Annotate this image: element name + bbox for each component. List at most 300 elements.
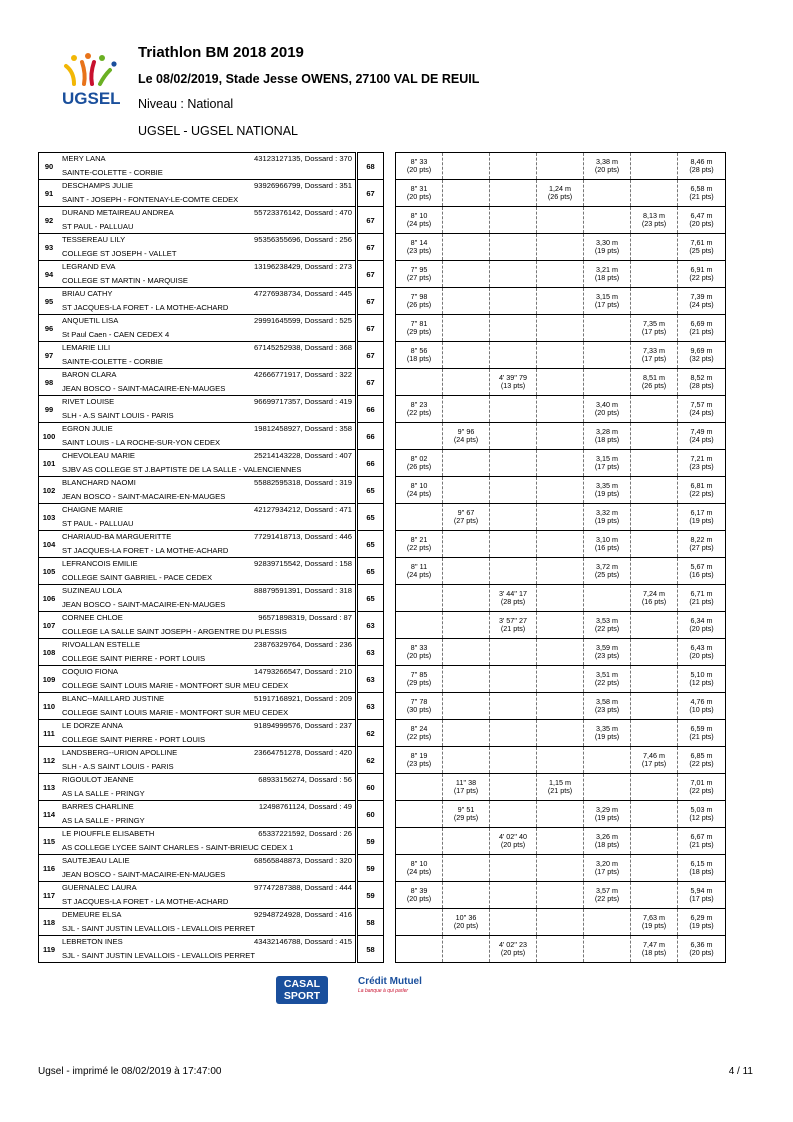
event-empty — [443, 639, 490, 666]
event-empty — [537, 531, 584, 558]
event-empty — [490, 180, 537, 207]
athlete-name: CHARIAUD-BA MARGUERITTE — [62, 532, 172, 541]
event-empty — [584, 936, 631, 963]
event-result: 6,43 m (20 pts) — [678, 639, 726, 666]
school-name: ST PAUL - PALLUAU — [62, 222, 134, 231]
event-result: 5,67 m (16 pts) — [678, 558, 726, 585]
event-empty — [537, 450, 584, 477]
event-empty — [490, 882, 537, 909]
rank-cell: 112 — [39, 747, 60, 774]
school-name: JEAN BOSCO - SAINT-MACAIRE-EN-MAUGES — [62, 492, 226, 501]
event-empty — [443, 855, 490, 882]
total-points: 65 — [358, 558, 384, 585]
event-result: 7,21 m (23 pts) — [678, 450, 726, 477]
athlete-cell — [59, 261, 356, 288]
table-row — [39, 531, 726, 558]
license-dossard: 67145252938, Dossard : 368 — [254, 343, 352, 352]
event-result: 7,49 m (24 pts) — [678, 423, 726, 450]
event-empty — [631, 774, 678, 801]
athlete-cell — [59, 369, 356, 396]
rank-cell: 108 — [39, 639, 60, 666]
event-empty — [537, 396, 584, 423]
athlete-cell — [59, 423, 356, 450]
event-empty — [631, 558, 678, 585]
total-points: 58 — [358, 909, 384, 936]
rank-cell: 111 — [39, 720, 60, 747]
page-title: Triathlon BM 2018 2019 — [138, 44, 304, 61]
school-name: COLLEGE SAINT LOUIS MARIE - MONTFORT SUR MEU CEDEX — [62, 681, 289, 690]
license-dossard: 68565848873, Dossard : 320 — [254, 856, 352, 865]
table-row — [39, 180, 726, 207]
total-points: 63 — [358, 666, 384, 693]
event-result: 6,71 m (21 pts) — [678, 585, 726, 612]
table-row — [39, 558, 726, 585]
athlete-name: CHAIGNE MARIE — [62, 505, 123, 514]
event-result: 7'' 81 (29 pts) — [396, 315, 443, 342]
total-points: 62 — [358, 720, 384, 747]
license-dossard: 12498761124, Dossard : 49 — [258, 802, 352, 811]
athlete-cell — [59, 558, 356, 585]
school-name: SAINT LOUIS - LA ROCHE-SUR-YON CEDEX — [62, 438, 221, 447]
event-empty — [490, 396, 537, 423]
rank-cell: 118 — [39, 909, 60, 936]
event-empty — [631, 477, 678, 504]
athlete-name: EGRON JULIE — [62, 424, 113, 433]
athlete-cell — [59, 774, 356, 801]
event-empty — [537, 936, 584, 963]
rank-cell: 115 — [39, 828, 60, 855]
event-empty — [537, 369, 584, 396]
table-row — [39, 207, 726, 234]
event-empty — [537, 477, 584, 504]
license-dossard: 23876329764, Dossard : 236 — [254, 640, 352, 649]
event-empty — [490, 558, 537, 585]
event-empty — [443, 477, 490, 504]
event-result: 4' 39'' 79 (13 pts) — [490, 369, 537, 396]
athlete-cell — [59, 909, 356, 936]
level-label: Niveau : National — [138, 97, 234, 111]
total-points: 65 — [358, 585, 384, 612]
rank-cell: 102 — [39, 477, 60, 504]
event-empty — [631, 666, 678, 693]
event-result: 3,32 m (19 pts) — [584, 504, 631, 531]
table-row — [39, 936, 726, 963]
event-result: 7'' 95 (27 pts) — [396, 261, 443, 288]
event-empty — [631, 612, 678, 639]
athlete-name: DEMEURE ELSA — [62, 910, 122, 919]
table-row — [39, 369, 726, 396]
event-result: 3,35 m (19 pts) — [584, 477, 631, 504]
event-empty — [443, 315, 490, 342]
event-result: 4,76 m (10 pts) — [678, 693, 726, 720]
athlete-name: DURAND METAIREAU ANDREA — [62, 208, 174, 217]
athlete-cell — [59, 747, 356, 774]
total-points: 67 — [358, 369, 384, 396]
event-result: 3,57 m (22 pts) — [584, 882, 631, 909]
total-points: 59 — [358, 882, 384, 909]
total-points: 66 — [358, 396, 384, 423]
event-empty — [537, 639, 584, 666]
event-empty — [396, 828, 443, 855]
event-result: 7,47 m (18 pts) — [631, 936, 678, 963]
school-name: SJL - SAINT JUSTIN LEVALLOIS - LEVALLOIS PERRET — [62, 924, 255, 933]
event-empty — [537, 342, 584, 369]
event-result: 3' 57'' 27 (21 pts) — [490, 612, 537, 639]
event-result: 6,69 m (21 pts) — [678, 315, 726, 342]
event-result: 6,81 m (22 pts) — [678, 477, 726, 504]
total-points: 68 — [358, 153, 384, 180]
event-empty — [490, 207, 537, 234]
event-result: 8'' 24 (22 pts) — [396, 720, 443, 747]
athlete-name: ANQUETIL LISA — [62, 316, 119, 325]
event-empty — [537, 585, 584, 612]
event-empty — [537, 288, 584, 315]
event-result: 7,01 m (22 pts) — [678, 774, 726, 801]
table-row — [39, 747, 726, 774]
event-result: 3,15 m (17 pts) — [584, 288, 631, 315]
event-empty — [443, 450, 490, 477]
school-name: COLLEGE LA SALLE SAINT JOSEPH - ARGENTRE DU PLESSIS — [62, 627, 287, 636]
event-result: 8'' 23 (22 pts) — [396, 396, 443, 423]
event-empty — [631, 504, 678, 531]
athlete-name: BARRES CHARLINE — [62, 802, 134, 811]
school-name: ST JACQUES-LA FORET - LA MOTHE-ACHARD — [62, 546, 229, 555]
event-result: 3,35 m (19 pts) — [584, 720, 631, 747]
table-row — [39, 288, 726, 315]
athlete-cell — [59, 477, 356, 504]
event-result: 3,40 m (20 pts) — [584, 396, 631, 423]
event-result: 3,30 m (19 pts) — [584, 234, 631, 261]
license-dossard: 43123127135, Dossard : 370 — [254, 154, 352, 163]
table-row — [39, 423, 726, 450]
school-name: COLLEGE SAINT PIERRE - PORT LOUIS — [62, 735, 206, 744]
license-dossard: 55723376142, Dossard : 470 — [254, 208, 352, 217]
event-empty — [537, 315, 584, 342]
school-name: SJL - SAINT JUSTIN LEVALLOIS - LEVALLOIS PERRET — [62, 951, 255, 960]
event-empty — [631, 396, 678, 423]
event-empty — [443, 612, 490, 639]
event-empty — [584, 585, 631, 612]
event-empty — [537, 153, 584, 180]
event-empty — [490, 423, 537, 450]
event-result: 6,15 m (18 pts) — [678, 855, 726, 882]
total-points: 62 — [358, 747, 384, 774]
table-row — [39, 693, 726, 720]
event-result: 5,94 m (17 pts) — [678, 882, 726, 909]
event-result: 8,13 m (23 pts) — [631, 207, 678, 234]
event-result: 3,53 m (22 pts) — [584, 612, 631, 639]
rank-cell: 114 — [39, 801, 60, 828]
event-empty — [631, 234, 678, 261]
table-row — [39, 720, 726, 747]
total-points: 65 — [358, 477, 384, 504]
event-subtitle: Le 08/02/2019, Stade Jesse OWENS, 27100 VAL DE REUIL — [138, 72, 480, 86]
table-row — [39, 828, 726, 855]
event-empty — [537, 261, 584, 288]
event-empty — [443, 369, 490, 396]
table-row — [39, 450, 726, 477]
event-result: 7,39 m (24 pts) — [678, 288, 726, 315]
event-result: 6,59 m (21 pts) — [678, 720, 726, 747]
school-name: AS LA SALLE - PRINGY — [62, 789, 145, 798]
event-empty — [631, 180, 678, 207]
license-dossard: 77291418713, Dossard : 446 — [254, 532, 352, 541]
event-empty — [443, 720, 490, 747]
event-empty — [631, 693, 678, 720]
table-row — [39, 504, 726, 531]
event-empty — [396, 612, 443, 639]
total-points: 67 — [358, 261, 384, 288]
event-empty — [443, 261, 490, 288]
organization-label: UGSEL - UGSEL NATIONAL — [138, 124, 298, 138]
event-empty — [396, 774, 443, 801]
event-empty — [584, 909, 631, 936]
event-result: 8'' 33 (20 pts) — [396, 153, 443, 180]
athlete-cell — [59, 882, 356, 909]
athlete-cell — [59, 612, 356, 639]
event-empty — [490, 855, 537, 882]
event-result: 8'' 02 (26 pts) — [396, 450, 443, 477]
event-result: 8'' 19 (23 pts) — [396, 747, 443, 774]
event-result: 3,21 m (18 pts) — [584, 261, 631, 288]
event-empty — [537, 558, 584, 585]
event-result: 4' 02'' 40 (20 pts) — [490, 828, 537, 855]
ugsel-logo — [60, 52, 126, 108]
event-empty — [443, 693, 490, 720]
table-row — [39, 801, 726, 828]
event-result: 6,29 m (19 pts) — [678, 909, 726, 936]
athlete-cell — [59, 153, 356, 180]
table-row — [39, 342, 726, 369]
athlete-name: LEBRETON INES — [62, 937, 123, 946]
event-result: 8'' 14 (23 pts) — [396, 234, 443, 261]
event-result: 7,24 m (16 pts) — [631, 585, 678, 612]
license-dossard: 43432146788, Dossard : 415 — [254, 937, 352, 946]
license-dossard: 96699717357, Dossard : 419 — [254, 397, 352, 406]
event-empty — [537, 909, 584, 936]
event-empty — [396, 423, 443, 450]
event-empty — [443, 234, 490, 261]
event-empty — [631, 261, 678, 288]
rank-cell: 97 — [39, 342, 60, 369]
athlete-name: LEMARIE LILI — [62, 343, 111, 352]
athlete-cell — [59, 666, 356, 693]
total-points: 67 — [358, 315, 384, 342]
school-name: SAINTE-COLETTE - CORBIE — [62, 357, 163, 366]
event-empty — [537, 882, 584, 909]
event-empty — [631, 639, 678, 666]
table-row — [39, 153, 726, 180]
event-empty — [537, 504, 584, 531]
athlete-name: SAUTEJEAU LALIE — [62, 856, 130, 865]
license-dossard: 91894999576, Dossard : 237 — [254, 721, 352, 730]
event-empty — [537, 423, 584, 450]
athlete-name: DESCHAMPS JULIE — [62, 181, 133, 190]
event-result: 7'' 98 (26 pts) — [396, 288, 443, 315]
event-result: 6,34 m (20 pts) — [678, 612, 726, 639]
event-empty — [490, 477, 537, 504]
event-result: 5,10 m (12 pts) — [678, 666, 726, 693]
event-empty — [584, 369, 631, 396]
total-points: 59 — [358, 855, 384, 882]
event-empty — [443, 882, 490, 909]
school-name: JEAN BOSCO - SAINT-MACAIRE-EN-MAUGES — [62, 600, 226, 609]
rank-cell: 103 — [39, 504, 60, 531]
athlete-name: LE PIOUFFLE ELISABETH — [62, 829, 155, 838]
rank-cell: 90 — [39, 153, 60, 180]
event-empty — [631, 288, 678, 315]
event-result: 6,91 m (22 pts) — [678, 261, 726, 288]
event-result: 7,46 m (17 pts) — [631, 747, 678, 774]
school-name: COLLEGE SAINT PIERRE - PORT LOUIS — [62, 654, 206, 663]
license-dossard: 93926966799, Dossard : 351 — [254, 181, 352, 190]
athlete-name: BRIAU CATHY — [62, 289, 113, 298]
total-points: 67 — [358, 342, 384, 369]
event-result: 1,24 m (26 pts) — [537, 180, 584, 207]
athlete-name: BLANCHARD NAOMI — [62, 478, 136, 487]
event-result: 8,46 m (28 pts) — [678, 153, 726, 180]
event-result: 3' 44'' 17 (28 pts) — [490, 585, 537, 612]
event-empty — [396, 909, 443, 936]
license-dossard: 97747287388, Dossard : 444 — [254, 883, 352, 892]
rank-cell: 119 — [39, 936, 60, 963]
event-empty — [537, 828, 584, 855]
school-name: St Paul Caen - CAEN CEDEX 4 — [62, 330, 170, 339]
athlete-cell — [59, 693, 356, 720]
event-result: 7'' 85 (29 pts) — [396, 666, 443, 693]
event-result: 3,15 m (17 pts) — [584, 450, 631, 477]
event-result: 3,51 m (22 pts) — [584, 666, 631, 693]
school-name: COLLEGE ST JOSEPH - VALLET — [62, 249, 177, 258]
rank-cell: 117 — [39, 882, 60, 909]
rank-cell: 105 — [39, 558, 60, 585]
event-result: 4' 02'' 23 (20 pts) — [490, 936, 537, 963]
athlete-name: BLANC--MAILLARD JUSTINE — [62, 694, 165, 703]
athlete-cell — [59, 315, 356, 342]
license-dossard: 88879591391, Dossard : 318 — [254, 586, 352, 595]
total-points: 67 — [358, 207, 384, 234]
license-dossard: 96571898319, Dossard : 87 — [258, 613, 352, 622]
event-empty — [443, 342, 490, 369]
event-result: 8,51 m (26 pts) — [631, 369, 678, 396]
event-result: 3,26 m (18 pts) — [584, 828, 631, 855]
athlete-name: SUZINEAU LOLA — [62, 586, 122, 595]
school-name: COLLEGE ST MARTIN - MARQUISE — [62, 276, 188, 285]
total-points: 63 — [358, 639, 384, 666]
event-result: 8'' 10 (24 pts) — [396, 855, 443, 882]
athlete-name: COQUIO FIONA — [62, 667, 119, 676]
event-result: 8,52 m (28 pts) — [678, 369, 726, 396]
school-name: ST JACQUES-LA FORET - LA MOTHE-ACHARD — [62, 897, 229, 906]
event-empty — [537, 666, 584, 693]
license-dossard: 13196238429, Dossard : 273 — [254, 262, 352, 271]
event-empty — [490, 909, 537, 936]
event-empty — [537, 720, 584, 747]
casal-sport-logo: CASAL SPORT — [276, 976, 328, 1004]
table-row — [39, 639, 726, 666]
athlete-name: LEFRANCOIS EMILIE — [62, 559, 138, 568]
athlete-cell — [59, 288, 356, 315]
event-result: 8,22 m (27 pts) — [678, 531, 726, 558]
rank-cell: 98 — [39, 369, 60, 396]
rank-cell: 110 — [39, 693, 60, 720]
event-empty — [490, 531, 537, 558]
license-dossard: 29991645599, Dossard : 525 — [254, 316, 352, 325]
table-row — [39, 585, 726, 612]
event-empty — [443, 180, 490, 207]
event-empty — [396, 504, 443, 531]
license-dossard: 55882595318, Dossard : 319 — [254, 478, 352, 487]
athlete-cell — [59, 396, 356, 423]
table-row — [39, 396, 726, 423]
athlete-cell — [59, 207, 356, 234]
rank-cell: 116 — [39, 855, 60, 882]
logo-text: UGSEL — [62, 89, 121, 108]
event-empty — [584, 207, 631, 234]
license-dossard: 95356355696, Dossard : 256 — [254, 235, 352, 244]
rank-cell: 109 — [39, 666, 60, 693]
event-empty — [631, 450, 678, 477]
license-dossard: 92948724928, Dossard : 416 — [254, 910, 352, 919]
event-result: 11'' 38 (17 pts) — [443, 774, 490, 801]
event-result: 9'' 67 (27 pts) — [443, 504, 490, 531]
event-empty — [537, 801, 584, 828]
event-empty — [443, 288, 490, 315]
athlete-name: RIVET LOUISE — [62, 397, 115, 406]
event-empty — [537, 855, 584, 882]
rank-cell: 96 — [39, 315, 60, 342]
event-result: 7,63 m (19 pts) — [631, 909, 678, 936]
rank-cell: 106 — [39, 585, 60, 612]
athlete-cell — [59, 180, 356, 207]
school-name: COLLEGE SAINT GABRIEL - PACE CEDEX — [62, 573, 213, 582]
license-dossard: 42127934212, Dossard : 471 — [254, 505, 352, 514]
event-empty — [631, 882, 678, 909]
event-empty — [490, 504, 537, 531]
school-name: SJBV AS COLLEGE ST J.BAPTISTE DE LA SALLE - VALENCIENNES — [62, 465, 302, 474]
table-row — [39, 774, 726, 801]
event-empty — [490, 693, 537, 720]
event-result: 7,61 m (25 pts) — [678, 234, 726, 261]
event-result: 8'' 10 (24 pts) — [396, 477, 443, 504]
event-empty — [537, 693, 584, 720]
event-empty — [537, 612, 584, 639]
school-name: JEAN BOSCO - SAINT-MACAIRE-EN-MAUGES — [62, 384, 226, 393]
license-dossard: 51917168921, Dossard : 209 — [254, 694, 352, 703]
event-empty — [490, 666, 537, 693]
athlete-cell — [59, 828, 356, 855]
event-empty — [490, 153, 537, 180]
event-result: 8'' 10 (24 pts) — [396, 207, 443, 234]
event-result: 5,03 m (12 pts) — [678, 801, 726, 828]
athlete-name: TESSEREAU LILY — [62, 235, 126, 244]
rank-cell: 107 — [39, 612, 60, 639]
license-dossard: 92839715542, Dossard : 158 — [254, 559, 352, 568]
table-row — [39, 855, 726, 882]
event-empty — [490, 639, 537, 666]
school-name: SAINT - JOSEPH - FONTENAY-LE-COMTE CEDEX — [62, 195, 239, 204]
event-result: 9'' 51 (29 pts) — [443, 801, 490, 828]
rank-cell: 94 — [39, 261, 60, 288]
event-result: 8'' 39 (20 pts) — [396, 882, 443, 909]
event-empty — [584, 342, 631, 369]
school-name: ST JACQUES-LA FORET - LA MOTHE-ACHARD — [62, 303, 229, 312]
table-row — [39, 234, 726, 261]
table-row — [39, 315, 726, 342]
event-result: 6,85 m (22 pts) — [678, 747, 726, 774]
total-points: 59 — [358, 828, 384, 855]
school-name: SLH - A.S SAINT LOUIS - PARIS — [62, 411, 174, 420]
